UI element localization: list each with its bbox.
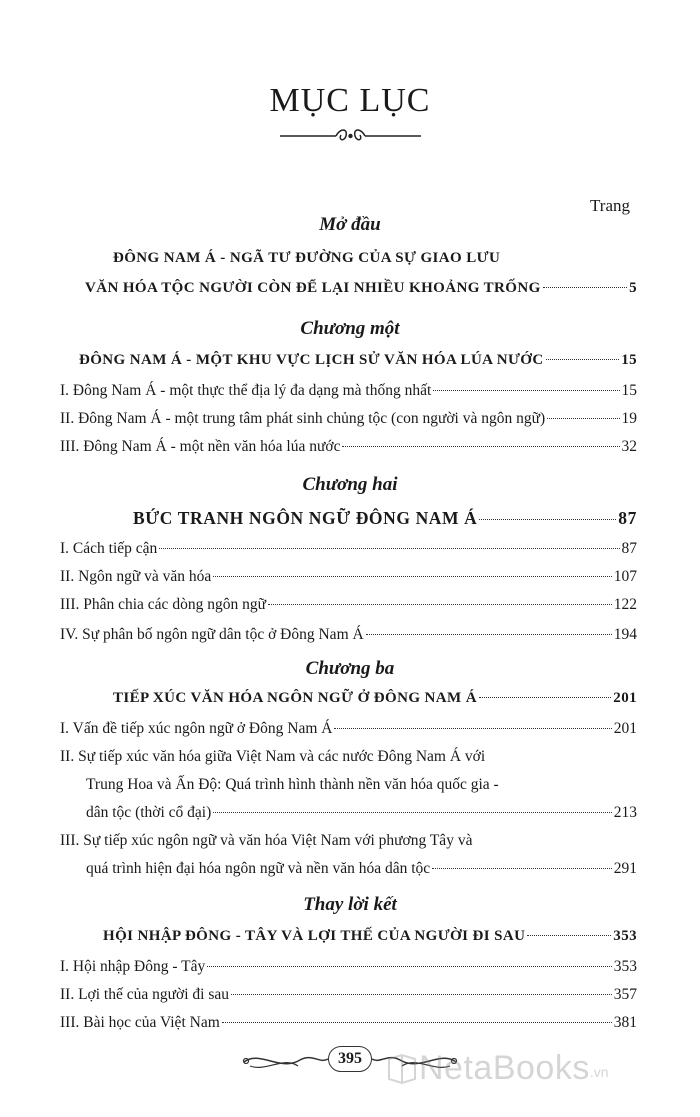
toc-entry-label: IV. Sự phân bố ngôn ngữ dân tộc ở Đông Nam Á — [60, 626, 364, 643]
toc-page-number: 87 — [621, 540, 637, 557]
toc-entry-label: II. Đông Nam Á - một trung tâm phát sinh chủng tộc (con người và ngôn ngữ) — [60, 410, 546, 427]
toc-entry[interactable] — [60, 596, 637, 614]
toc-entry-label: dân tộc (thời cổ đại) — [86, 804, 212, 821]
section-heading-chapter-2: Chương hai — [302, 474, 398, 495]
toc-entry[interactable] — [60, 986, 637, 1004]
section-heading-chapter-3: Chương ba — [305, 658, 395, 679]
toc-entry-chapter-3[interactable] — [113, 690, 637, 707]
toc-entry-label: HỘI NHẬP ĐÔNG - TÂY VÀ LỢI THẾ CỦA NGƯỜI ĐI SAU — [103, 928, 526, 944]
toc-page-number: 87 — [618, 508, 637, 528]
section-heading-closing: Thay lời kết — [303, 894, 397, 915]
toc-entry[interactable] — [60, 540, 637, 558]
toc-entry-chapter-2[interactable] — [133, 508, 637, 529]
toc-page-number: 19 — [621, 410, 637, 427]
dot-leader — [268, 604, 612, 605]
section-heading-intro: Mở đầu — [319, 214, 381, 235]
toc-entry-multiline-line1: III. Sự tiếp xúc ngôn ngữ và văn hóa Việt Nam với phương Tây và — [60, 832, 473, 849]
toc-entry-label: BỨC TRANH NGÔN NGỮ ĐÔNG NAM Á — [133, 508, 478, 528]
toc-entry-closing[interactable] — [103, 928, 637, 945]
toc-entry-multiline-line2: Trung Hoa và Ấn Độ: Quá trình hình thành nền văn hóa quốc gia - — [86, 776, 499, 793]
toc-entry-label: II. Ngôn ngữ và văn hóa — [60, 568, 212, 585]
toc-entry-label: I. Cách tiếp cận — [60, 540, 158, 557]
toc-page-number: 15 — [621, 352, 637, 368]
page-column-label: Trang — [590, 196, 630, 215]
toc-entry-label: III. Đông Nam Á - một nền văn hóa lúa nước — [60, 438, 341, 455]
watermark-brand: NetaBooks — [419, 1048, 590, 1087]
toc-entry-multiline-line1: II. Sự tiếp xúc văn hóa giữa Việt Nam và các nước Đông Nam Á với — [60, 748, 486, 765]
toc-entry[interactable] — [60, 958, 637, 976]
dot-leader — [213, 812, 611, 813]
toc-page-number: 15 — [621, 382, 637, 399]
dot-leader — [432, 868, 612, 869]
toc-entry[interactable] — [60, 410, 637, 428]
dot-leader — [159, 548, 619, 549]
toc-entry[interactable] — [60, 382, 637, 400]
toc-entry-label: quá trình hiện đại hóa ngôn ngữ và nền văn hóa dân tộc — [86, 860, 431, 877]
toc-entry-label: I. Hội nhập Đông - Tây — [60, 958, 206, 975]
toc-page-number: 213 — [613, 804, 637, 821]
dot-leader — [479, 697, 611, 698]
watermark-book-icon — [385, 1051, 419, 1085]
toc-page-number: 201 — [613, 720, 637, 737]
toc-entry-intro[interactable] — [85, 280, 637, 297]
dot-leader — [207, 966, 612, 967]
toc-page-number: 353 — [613, 928, 637, 944]
page-title: MỤC LỤC — [269, 82, 431, 119]
dot-leader — [231, 994, 612, 995]
toc-entry[interactable] — [60, 1014, 637, 1032]
dot-leader — [546, 359, 620, 360]
dot-leader — [433, 390, 619, 391]
toc-entry[interactable] — [60, 438, 637, 456]
watermark-logo — [385, 1048, 609, 1088]
dot-leader — [366, 634, 612, 635]
toc-entry-label: I. Đông Nam Á - một thực thể địa lý đa dạng mà thống nhất — [60, 382, 432, 399]
toc-page-number: 194 — [613, 626, 637, 643]
dot-leader — [547, 418, 619, 419]
dot-leader — [213, 576, 611, 577]
toc-entry[interactable] — [86, 804, 637, 822]
dot-leader — [527, 935, 611, 936]
toc-entry-label: II. Lợi thế của người đi sau — [60, 986, 229, 1003]
toc-entry[interactable] — [60, 568, 637, 586]
toc-page-number: 32 — [621, 438, 637, 455]
toc-entry-label: TIẾP XÚC VĂN HÓA NGÔN NGỮ Ở ĐÔNG NAM Á — [113, 690, 477, 706]
section-heading-chapter-1: Chương một — [300, 318, 400, 339]
page-number: 395 — [328, 1046, 372, 1072]
toc-page-number: 5 — [629, 280, 637, 296]
toc-page-number: 122 — [613, 596, 637, 613]
dot-leader — [543, 287, 627, 288]
toc-entry-label: VĂN HÓA TỘC NGƯỜI CÒN ĐỂ LẠI NHIỀU KHOẢNG TRỐNG — [85, 280, 541, 296]
toc-entry-label: ĐÔNG NAM Á - MỘT KHU VỰC LỊCH SỬ VĂN HÓA LÚA NƯỚC — [79, 352, 544, 368]
toc-entry-chapter-1[interactable] — [79, 352, 637, 369]
toc-entry-label: III. Phân chia các dòng ngôn ngữ — [60, 596, 266, 613]
toc-page-number: 357 — [613, 986, 637, 1003]
toc-entry-label: III. Bài học của Việt Nam — [60, 1014, 220, 1031]
toc-page-number: 201 — [613, 690, 637, 706]
toc-entry[interactable] — [60, 626, 637, 644]
dot-leader — [222, 1022, 612, 1023]
dot-leader — [342, 446, 619, 447]
toc-entry[interactable] — [86, 860, 637, 878]
watermark-suffix: .vn — [589, 1064, 609, 1080]
toc-page-number: 291 — [613, 860, 637, 877]
dot-leader — [334, 728, 611, 729]
toc-page-number: 353 — [613, 958, 637, 975]
title-divider-ornament — [278, 124, 423, 148]
toc-entry-label: I. Vấn đề tiếp xúc ngôn ngữ ở Đông Nam Á — [60, 720, 333, 737]
intro-title-line1: ĐÔNG NAM Á - NGÃ TƯ ĐƯỜNG CỦA SỰ GIAO LƯU — [113, 250, 501, 266]
dot-leader — [479, 519, 616, 520]
toc-entry[interactable] — [60, 720, 637, 738]
toc-page-number: 381 — [613, 1014, 637, 1031]
toc-page-number: 107 — [613, 568, 637, 585]
